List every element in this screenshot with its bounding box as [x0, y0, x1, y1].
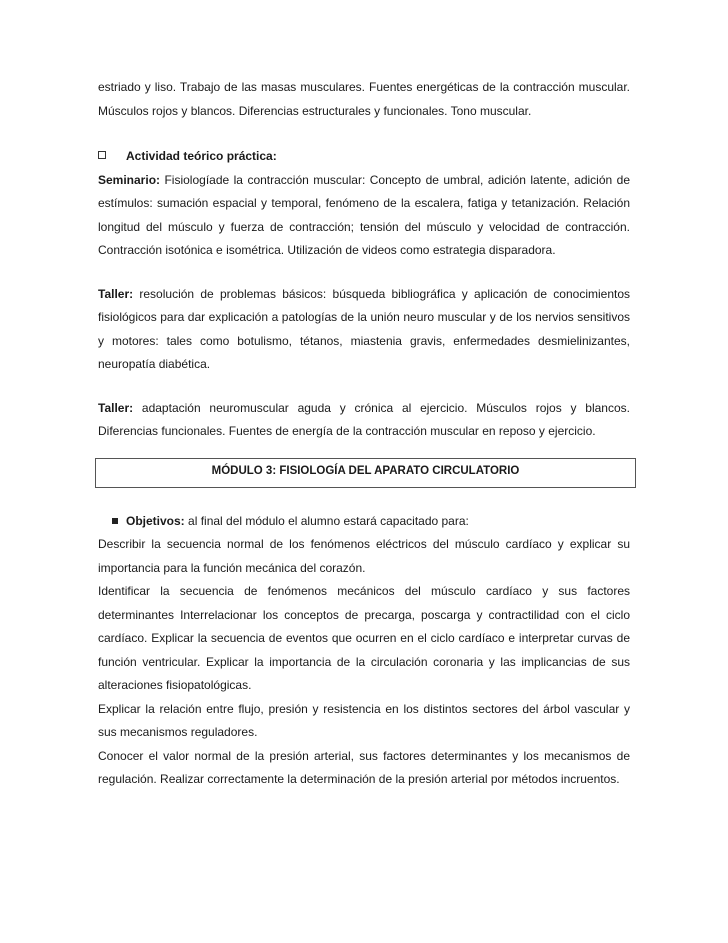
filled-square-bullet-icon: [112, 518, 118, 524]
paragraph-taller-2: [98, 397, 630, 444]
page-content: [98, 76, 630, 792]
taller-2-label: Taller:: [98, 400, 134, 415]
module-title: MÓDULO 3: FISIOLOGÍA DEL APARATO CIRCULATORIO: [211, 464, 520, 477]
paragraph-muscle-intro: estriado y liso. Trabajo de las masas musculares. Fuentes energéticas de la contracción muscular. Músculos rojos y blancos. Diferencias estructurales y funcionales. Tono muscular.: [98, 80, 630, 118]
objectives-intro: al final del módulo el alumno estará capacitado para:: [184, 513, 469, 528]
activity-heading-line: [98, 145, 630, 169]
objective-item-1: Describir la secuencia normal de los fenómenos eléctricos del músculo cardíaco y explicar su importancia para la función mecánica del corazón.: [98, 537, 630, 575]
objectives-heading: [126, 510, 469, 534]
taller-1-label: Taller:: [98, 286, 134, 301]
objective-item-2: Identificar la secuencia de fenómenos mecánicos del músculo cardíaco y sus factores determinantes Interrelacionar los conceptos de precarga, poscarga y contractilidad con el ciclo cardíaco. Explicar la secuencia de eventos que ocurren en el ciclo cardíaco e interpretar curvas de función ventricular. Explicar la importancia de la circulación coronaria y las implicancias de sus alteraciones fisiopatológicas.: [98, 584, 630, 692]
objectives-heading-line: [98, 510, 630, 534]
hollow-square-bullet-icon: [98, 151, 106, 159]
seminario-text: Fisiologíade la contracción muscular: Concepto de umbral, adición latente, adición de estímulos: sumación espacial y temporal, fenómeno de la escalera, fatiga y tetanización. Relación longitud del músculo y fuerza de contracción; tensión del músculo y velocidad de contracción. Contracción isotónica e isométrica. Utilización de videos como estrategia disparadora.: [98, 172, 630, 257]
seminario-label: Seminario:: [98, 172, 161, 187]
objectives-label: Objetivos:: [126, 513, 185, 528]
paragraph-seminario: [98, 169, 630, 263]
module-title-box: [95, 458, 636, 488]
paragraph-taller-1: [98, 283, 630, 377]
objective-item-3: Explicar la relación entre flujo, presión y resistencia en los distintos sectores del árbol vascular y sus mecanismos reguladores.: [98, 701, 630, 739]
taller-2-text: adaptación neuromuscular aguda y crónica al ejercicio. Músculos rojos y blancos. Diferencias funcionales. Fuentes de energía de la contracción muscular en reposo y ejercicio.: [98, 400, 630, 438]
activity-heading: Actividad teórico práctica:: [126, 149, 277, 163]
objective-item-4: Conocer el valor normal de la presión arterial, sus factores determinantes y los mecanismos de regulación. Realizar correctamente la determinación de la presión arterial por métodos incruentos.: [98, 748, 630, 786]
taller-1-text: resolución de problemas básicos: búsqueda bibliográfica y aplicación de conocimientos fisiológicos para dar explicación a patologías de la unión neuro muscular y de los nervios sensitivos y motores: tales como botulismo, tétanos, miastenia gravis, enfermedades desmielinizantes, neuropatía diabética.: [98, 286, 630, 371]
